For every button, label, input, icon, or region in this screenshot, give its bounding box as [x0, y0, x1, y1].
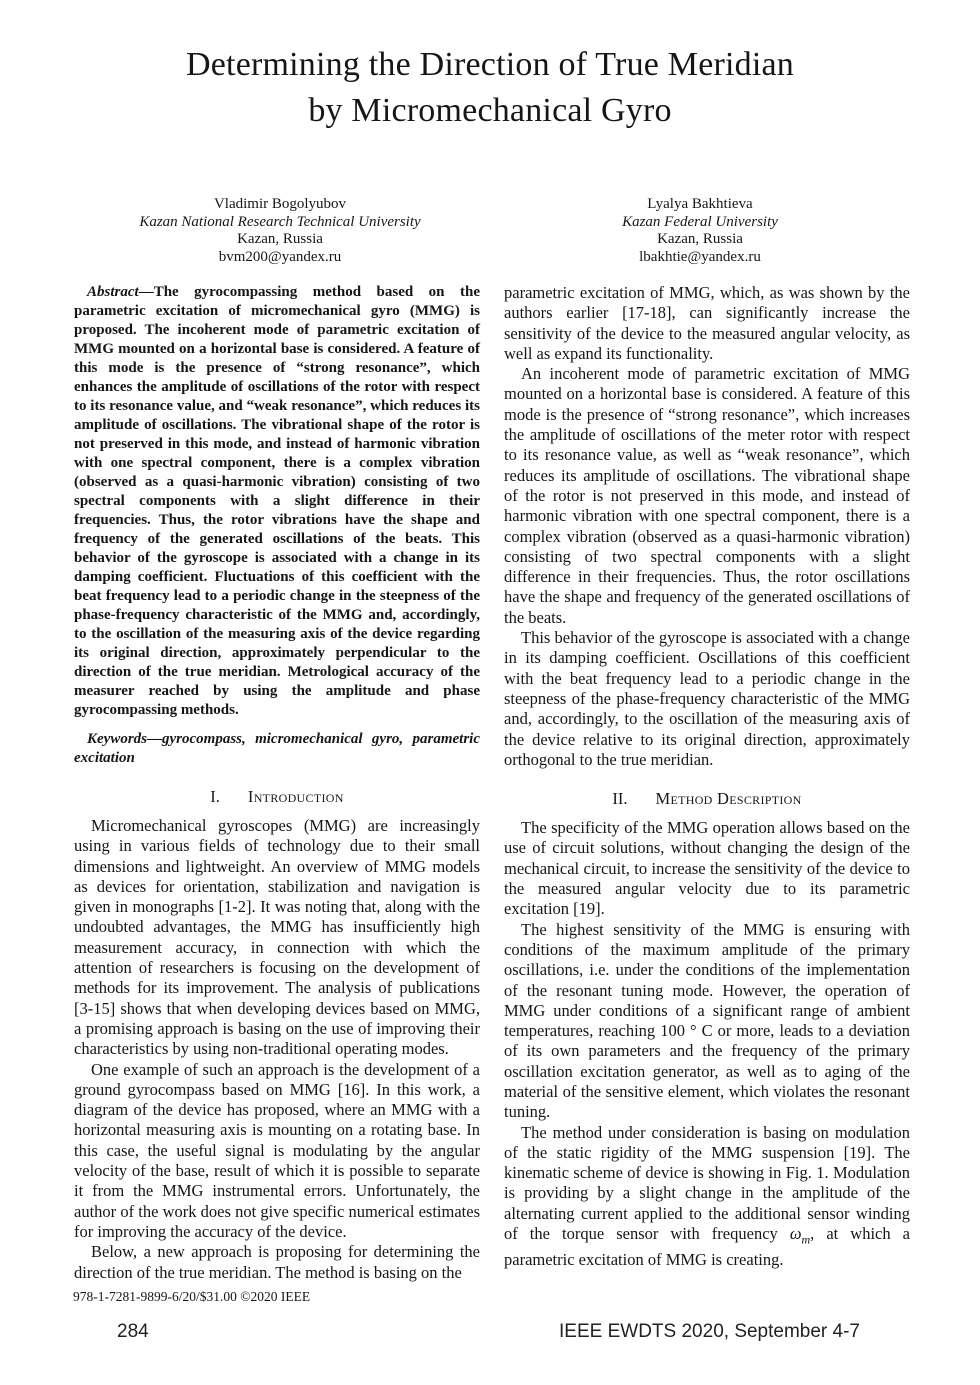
abstract-paragraph	[74, 283, 480, 720]
right-column	[504, 283, 910, 1283]
author-block-1	[70, 196, 490, 266]
author-affiliation: Kazan National Research Technical University	[139, 213, 421, 230]
intro-paragraph-4: An incoherent mode of parametric excitation of MMG mounted on a horizontal base is considered. A feature of this mode is the presence of “strong resonance”, which increases the amplitude of oscillations of the meter rotor with respect to its resonance value, as well as “weak resonance”, which reduces its amplitude of oscillations. The vibrational shape of the rotor is not preserved in this mode, and instead of harmonic vibration with one spectral component, there is a complex vibration (observed as a quasi-harmonic vibration) consisting of two spectral components with a slight difference in their frequencies. Thus, the rotor oscillations have the shape and frequency of the generated oscillations of the beats.	[504, 364, 910, 627]
authors-row	[70, 196, 910, 266]
author-email: lbakhtie@yandex.ru	[639, 248, 761, 265]
section-number: II.	[612, 789, 628, 809]
author-name: Vladimir Bogolyubov	[213, 196, 347, 212]
abstract-label: Abstract	[87, 284, 139, 300]
copyright-notice: 978-1-7281-9899-6/20/$31.00 ©2020 IEEE	[73, 1289, 311, 1304]
intro-paragraph-2: One example of such an approach is the development of a ground gyrocompass based on MMG [16]. In this work, a diagram of the device has proposed, where an MMG with a horizontal measuring axis is mounting on a rotating base. In this case, the useful signal is modulating by the angular velocity of the base, result of which it is possible to separate it from the MMG instrumental errors. Unfortunately, the author of the work does not give specific numerical estimates for improving the accuracy of the device.	[74, 1059, 480, 1241]
section-heading-introduction	[74, 787, 480, 806]
intro-paragraph-5: This behavior of the gyroscope is associated with a change in its damping coefficient. Oscillations of this coefficient with the beat frequency lead to a periodic change in the steepness of the phase-frequency characteristic of the MMG and, accordingly, to the oscillation of the measuring axis of the device relative to its original direction, approximately orthogonal to the true meridian.	[504, 628, 910, 769]
conference-footer: IEEE EWDTS 2020, September 4-7	[559, 1321, 860, 1342]
omega-symbol: ω	[789, 1224, 802, 1244]
method-paragraph-3-post: , at which a parametric excitation of MMG is creating.	[504, 1224, 910, 1269]
intro-paragraph-3-continued: parametric excitation of MMG, which, as was shown by the authors earlier [17-18], can significantly increase the sensitivity of the device to the measured angular velocity, as well as expand its functionality.	[504, 283, 910, 363]
page-number: 284	[117, 1321, 149, 1342]
author-affiliation: Kazan Federal University	[622, 213, 778, 230]
author-location: Kazan, Russia	[657, 231, 743, 247]
method-paragraph-1: The specificity of the MMG operation allows based on the use of circuit solutions, without changing the design of the mechanical circuit, to increase the sensitivity of the device to the measured angular velocity due to its parametric excitation [19].	[504, 818, 910, 919]
intro-paragraph-3: Below, a new approach is proposing for determining the direction of the true meridian. The method is basing on the	[74, 1242, 480, 1282]
keywords-paragraph: Keywords—gyrocompass, micromechanical gyro, parametric excitation	[74, 731, 480, 766]
author-block-2	[490, 196, 910, 266]
section-number: I.	[210, 787, 220, 806]
title-line-1: Determining the Direction of True Meridian	[186, 46, 794, 83]
method-paragraph-3-pre: The method under consideration is basing on modulation of the static rigidity of the MMG suspension [19]. The kinematic scheme of device is showing in Fig. 1. Modulation is providing by a slight change in the amplitude of the alternating current applied to the additional sensor winding of the torque sensor with frequency	[504, 1122, 910, 1244]
author-location: Kazan, Russia	[237, 231, 323, 247]
title-line-2: by Micromechanical Gyro	[308, 92, 672, 129]
page-title	[0, 42, 980, 134]
section-title: Introduction	[247, 787, 344, 806]
method-paragraph-2: The highest sensitivity of the MMG is ensuring with conditions of the maximum amplitude of the primary oscillations, i.e. under the conditions of the implementation of the resonant tuning mode. However, the operation of MMG under conditions of a significant range of ambient temperatures, reaching 100 ° C or more, leads to a deviation of its own parameters and the frequency of the primary oscillation excitation generator, as well as to aging of the material of the sensitive element, which violates the resonant tuning.	[504, 919, 910, 1122]
abstract-text: —The gyrocompassing method based on the parametric excitation of micromechanical gyro (MMG) is proposed. The incoherent mode of parametric excitation of MMG mounted on a horizontal base is considered. A feature of this mode is the presence of “strong resonance”, which enhances the amplitude of oscillations of the rotor with respect to its resonance value, and “weak resonance”, which reduces its amplitude of oscillations. The vibrational shape of the rotor is not preserved in this mode, and instead of harmonic vibration with one spectral component, there is a complex vibration (observed as a quasi-harmonic vibration) consisting of two spectral components with a slight difference in their frequencies. Thus, the rotor vibrations have the shape and frequency of the generated oscillations of the beats. This behavior of the gyroscope is associated with a change in its damping coefficient. Fluctuations of this coefficient with the beat frequency lead to a periodic change in the steepness of the phase-frequency characteristic of the MMG and, accordingly, to the oscillation of the measuring axis of the device regarding its original direction, approximately perpendicular to the direction of the true meridian. Metrological accuracy of the measurer reached by using the amplitude and phase gyrocompassing methods.	[74, 284, 480, 718]
method-paragraph-3	[504, 1123, 910, 1270]
section-heading-method-description	[504, 789, 910, 808]
body-columns	[74, 283, 910, 1283]
author-name: Lyalya Bakhtieva	[647, 196, 753, 212]
left-column	[74, 283, 480, 1283]
intro-paragraph-1: Micromechanical gyroscopes (MMG) are increasingly using in various fields of technology due to their small dimensions and lightweight. An overview of MMG models as devices for orientation, stabilization and navigation is given in monographs [1-2]. It was noting that, along with the undoubted advantages, the MMG has insufficiently high measurement accuracy, in connection with which the attention of researchers is focusing on the development of methods for its improvement. The analysis of publications [3-15] shows that when developing devices based on MMG, a promising approach is basing on the use of improving their characteristics by using non-traditional operating modes.	[74, 816, 480, 1059]
omega-subscript: m	[801, 1232, 811, 1247]
author-email: bvm200@yandex.ru	[218, 248, 342, 265]
section-title: Method Description	[655, 789, 802, 809]
